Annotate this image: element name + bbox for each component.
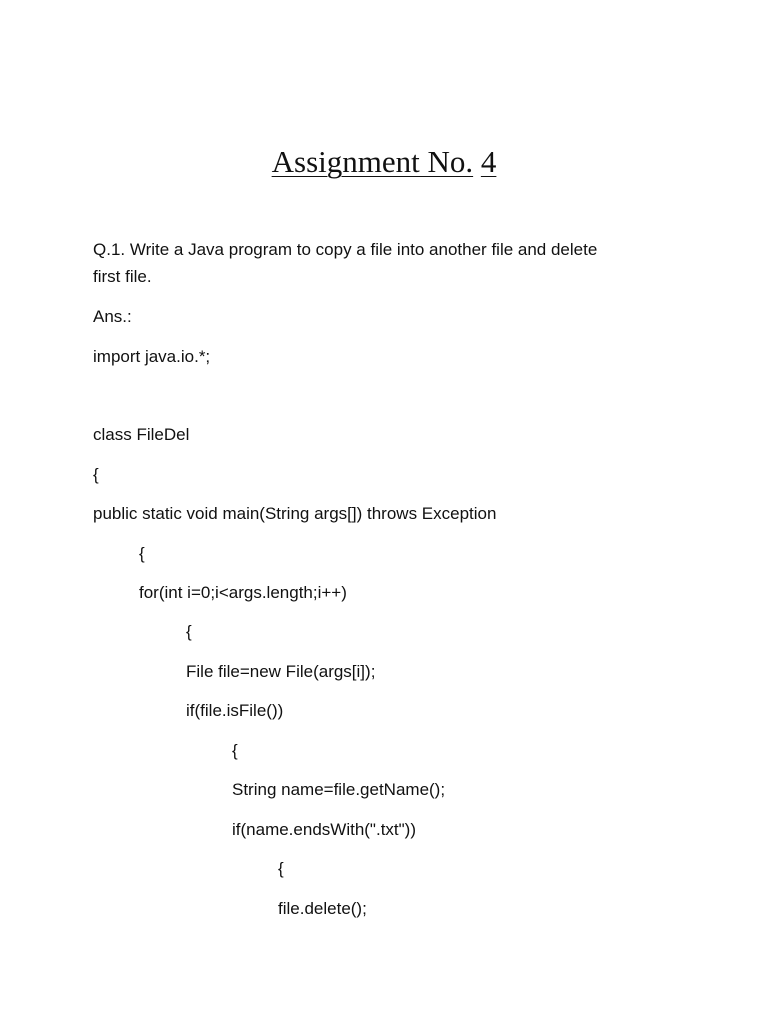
title-text: Assignment No.	[271, 144, 474, 179]
code-line: {	[186, 622, 192, 641]
code-line: {	[139, 544, 145, 563]
code-line: if(name.endsWith(".txt"))	[232, 820, 416, 839]
code-line: file.delete();	[278, 899, 367, 918]
code-line: for(int i=0;i<args.length;i++)	[139, 583, 347, 602]
code-line: class FileDel	[93, 425, 190, 444]
code-line: {	[93, 465, 99, 484]
code-line: {	[232, 741, 238, 760]
code-line: public static void main(String args[]) throws Exception	[93, 504, 497, 523]
question-line-1: Q.1. Write a Java program to copy a file into another file and delete	[93, 240, 598, 259]
page-title	[0, 140, 768, 184]
code-line: {	[278, 859, 284, 878]
code-line: File file=new File(args[i]);	[186, 662, 376, 681]
code-line: import java.io.*;	[93, 347, 211, 366]
title-number: 4	[480, 144, 497, 179]
code-line: if(file.isFile())	[186, 701, 284, 720]
code-line: String name=file.getName();	[232, 780, 446, 799]
answer-label: Ans.:	[93, 307, 132, 326]
question-line-2: first file.	[93, 267, 152, 286]
